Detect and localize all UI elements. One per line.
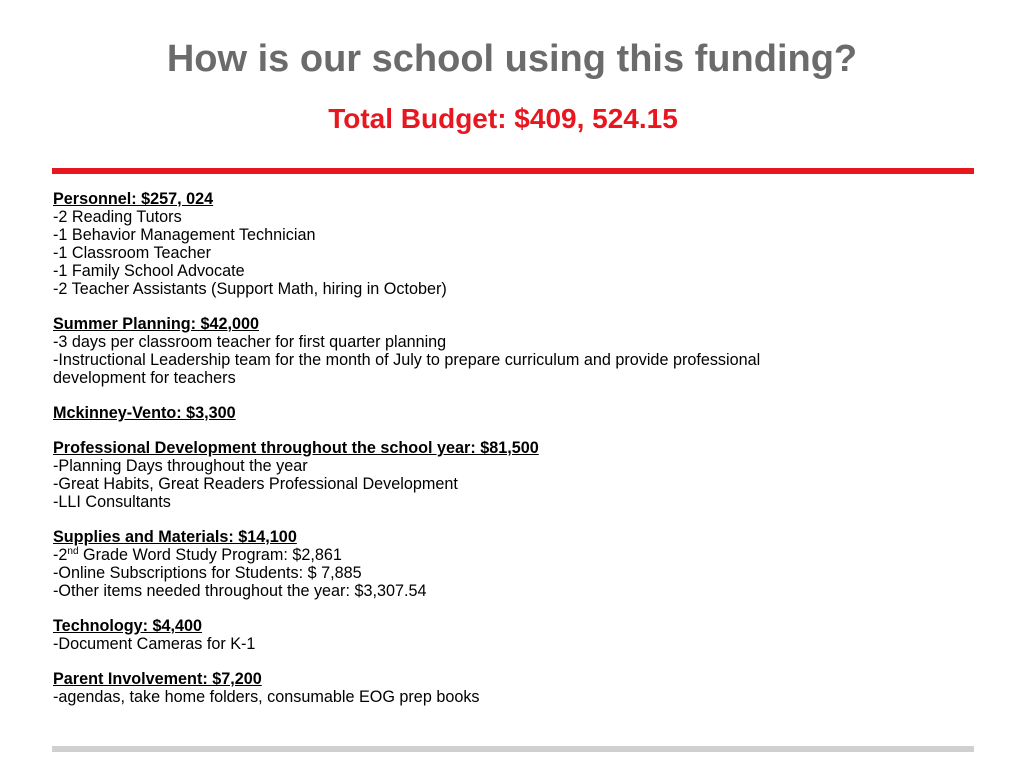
- section-professional-development: [53, 439, 953, 511]
- ordinal-suffix: nd: [67, 546, 79, 557]
- list-item: [53, 546, 953, 564]
- section-personnel: [53, 190, 953, 298]
- list-item: -Planning Days throughout the year: [53, 457, 308, 475]
- budget-content: [53, 190, 953, 723]
- item-prefix: -2: [53, 546, 68, 564]
- page-title: How is our school using this funding?: [166, 38, 858, 80]
- section-mckinney-vento: [53, 404, 953, 422]
- section-heading: Parent Involvement: $7,200: [53, 670, 262, 688]
- list-item: -Great Habits, Great Readers Professional Development: [53, 475, 458, 493]
- list-item: development for teachers: [53, 369, 236, 387]
- red-divider: [52, 168, 974, 174]
- section-heading: Professional Development throughout the school year: $81,500: [53, 439, 539, 457]
- list-item: -1 Family School Advocate: [53, 262, 245, 280]
- section-heading: Mckinney-Vento: $3,300: [53, 404, 236, 422]
- section-heading: Summer Planning: $42,000: [53, 315, 260, 333]
- gray-divider: [52, 746, 974, 752]
- list-item: -3 days per classroom teacher for first quarter planning: [53, 333, 447, 351]
- section-heading: Personnel: $257, 024: [53, 190, 214, 208]
- list-item: -2 Teacher Assistants (Support Math, hiring in October): [53, 280, 447, 298]
- list-item: -Document Cameras for K-1: [53, 635, 256, 653]
- list-item: -LLI Consultants: [53, 493, 171, 511]
- total-budget-subtitle: Total Budget: $409, 524.15: [328, 103, 678, 134]
- section-heading: Technology: $4,400: [53, 617, 203, 635]
- list-item: -agendas, take home folders, consumable EOG prep books: [53, 688, 480, 706]
- section-technology: [53, 617, 953, 653]
- item-rest: Grade Word Study Program: $2,861: [78, 546, 342, 564]
- section-heading: Supplies and Materials: $14,100: [53, 528, 297, 546]
- list-item: -Other items needed throughout the year: $3,307.54: [53, 582, 427, 600]
- list-item: -Online Subscriptions for Students: $ 7,885: [53, 564, 362, 582]
- list-item: -1 Behavior Management Technician: [53, 226, 316, 244]
- section-summer-planning: [53, 315, 953, 387]
- list-item: -Instructional Leadership team for the month of July to prepare curriculum and provide professional: [53, 351, 761, 369]
- list-item: -1 Classroom Teacher: [53, 244, 212, 262]
- list-item: -2 Reading Tutors: [53, 208, 182, 226]
- section-parent-involvement: [53, 670, 953, 706]
- section-supplies-materials: [53, 528, 953, 600]
